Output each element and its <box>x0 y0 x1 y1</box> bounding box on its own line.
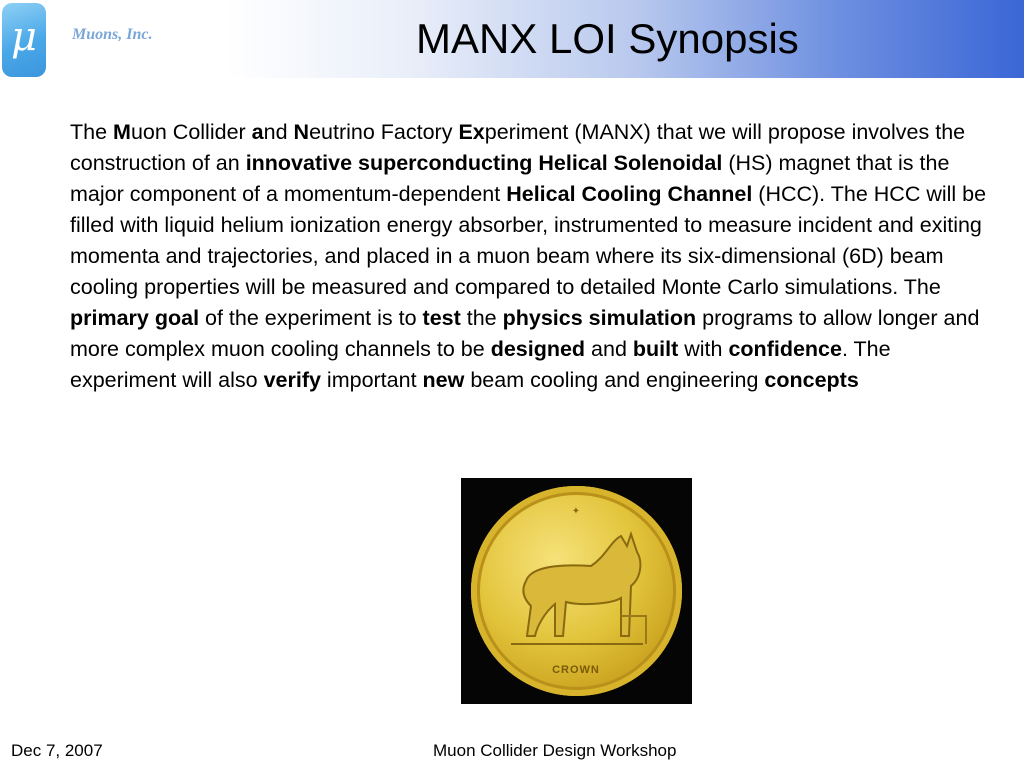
emphasis-text: Ex <box>458 120 485 144</box>
emphasis-text: concepts <box>764 368 859 392</box>
emphasis-text: confidence <box>728 337 842 361</box>
slide-title: MANX LOI Synopsis <box>416 15 799 62</box>
emphasis-text: built <box>632 337 679 361</box>
paragraph-text: . The experiment will also <box>70 337 891 392</box>
emphasis-text: N <box>293 120 310 144</box>
paragraph-text: (HS) magnet that is the major component of a momentum-dependent <box>70 151 950 206</box>
paragraph-text: programs to allow longer and more complex muon cooling channels to be <box>70 306 980 361</box>
emphasis-text: Helical Cooling Channel <box>506 182 753 206</box>
company-name: Muons, Inc. <box>72 26 153 43</box>
emphasis-text: M <box>113 120 131 144</box>
emphasis-text: new <box>422 368 465 392</box>
paragraph-text: beam cooling and engineering <box>464 368 765 392</box>
paragraph-text: nd <box>263 120 294 144</box>
coin-label: CROWN <box>552 664 600 676</box>
paragraph-text: with <box>678 337 729 361</box>
slide-header <box>0 0 1024 78</box>
emphasis-text: primary goal <box>70 306 200 330</box>
muons-logo <box>2 3 46 77</box>
paragraph-text: periment (MANX) that we will propose involves the construction of an <box>70 120 966 175</box>
paragraph-text: of the experiment is to <box>199 306 423 330</box>
footer-event: Muon Collider Design Workshop <box>433 741 677 760</box>
paragraph-text: (HCC). The HCC will be filled with liquid helium ionization energy absorber, instrumented to measure incident and exiting momenta and trajectories, and placed in a muon beam where its six-dimensional (6D) beam cooling properties will be measured and compared to detailed Monte Carlo simulations. The <box>70 182 987 299</box>
paragraph-text: important <box>320 368 423 392</box>
emphasis-text: designed <box>490 337 586 361</box>
paragraph-text: the <box>460 306 503 330</box>
emphasis-text: verify <box>263 368 321 392</box>
emphasis-text: innovative superconducting Helical Solenoidal <box>245 151 723 175</box>
emphasis-text: physics simulation <box>502 306 697 330</box>
paragraph-text: and <box>585 337 633 361</box>
manx-cat-coin-icon <box>471 486 682 696</box>
paragraph-text: eutrino Factory <box>309 120 459 144</box>
manx-cat-coin-image <box>461 478 692 704</box>
paragraph-text: uon Collider <box>130 120 252 144</box>
emphasis-text: test <box>422 306 461 330</box>
footer-date: Dec 7, 2007 <box>11 741 103 760</box>
mu-symbol-icon: μ <box>11 14 37 60</box>
coin-top-mark: ✦ <box>571 506 581 517</box>
synopsis-paragraph <box>70 117 992 396</box>
paragraph-text: The <box>70 120 114 144</box>
emphasis-text: a <box>251 120 264 144</box>
